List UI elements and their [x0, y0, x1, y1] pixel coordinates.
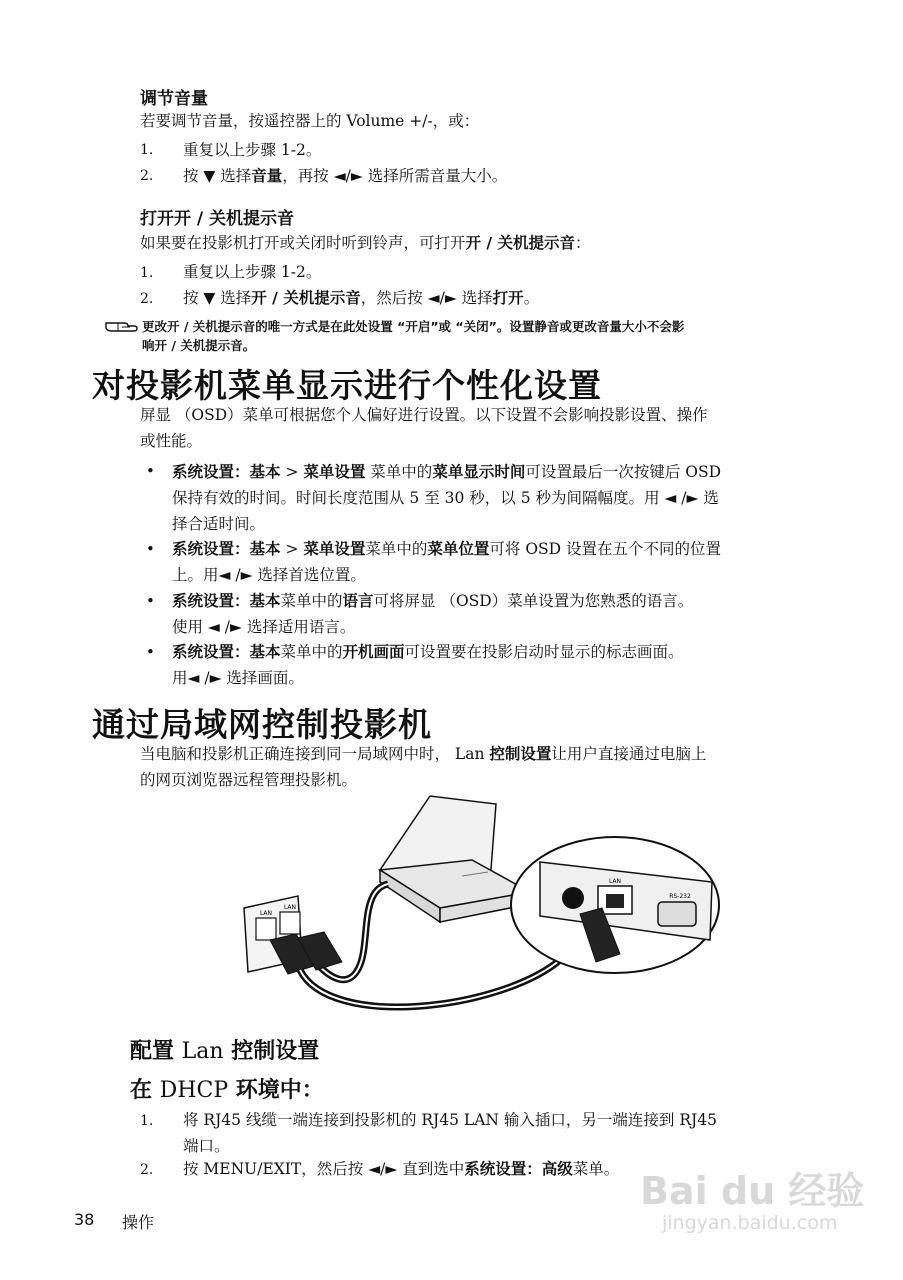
dhcp-heading: 在 DHCP 环境中： [130, 1078, 324, 1103]
pointing-hand-icon [104, 318, 138, 334]
lan-step-2: 按 MENU/EXIT，然后按 ◄/► 直到选中系统设置：高级菜单。 [183, 1160, 620, 1178]
lan-connection-illustration [240, 790, 720, 1020]
baidu-watermark-logo: Bai du 经验 [640, 1169, 865, 1213]
beep-intro: 如果要在投影机打开或关闭时听到铃声，可打开开 / 关机提示音： [140, 234, 591, 252]
footer-label: 操作 [122, 1213, 155, 1232]
lan-section-title: 通过局域网控制投影机 [92, 705, 432, 744]
osd-bullet-3: 系统设置：基本菜单中的语言可将屏显 （OSD）菜单设置为您熟悉的语言。 使用 ◄ /► 选择适用语言。 [172, 592, 694, 636]
bullet: • [146, 540, 155, 558]
laptop-illustration [380, 796, 530, 922]
note-text: 更改开 / 关机提示音的唯一方式是在此处设置 “开启”或 “关闭”。设置静音或更改音量大小不会影 响开 / 关机提示音。 [142, 319, 685, 353]
volume-step-1: 重复以上步骤 1-2。 [183, 141, 322, 159]
step-number: 1. [140, 142, 154, 158]
wall-lan-label-1: LAN [259, 910, 273, 917]
rj45-plug-left [270, 932, 342, 974]
volume-step-2: 按 ▼ 选择音量，再按 ◄/► 选择所需音量大小。 [183, 167, 508, 185]
baidu-watermark-url: jingyan.baidu.com [662, 1212, 838, 1234]
osd-bullet-2: 系统设置：基本 > 菜单设置菜单中的菜单位置可将 OSD 设置在五个不同的位置 上。用◄ /► 选择首选位置。 [172, 540, 722, 584]
step-number: 1. [140, 1113, 154, 1129]
osd-section-title: 对投影机菜单显示进行个性化设置 [92, 366, 602, 405]
rs232-label: RS-232 [669, 893, 691, 900]
lan-config-heading: 配置 Lan 控制设置 [130, 1039, 320, 1064]
projector-rear-panel-zoom [511, 837, 719, 973]
bullet: • [146, 643, 155, 661]
bullet: • [146, 592, 155, 610]
volume-intro: 若要调节音量，按遥控器上的 Volume +/-，或： [140, 112, 480, 130]
step-number: 1. [140, 265, 154, 281]
osd-intro: 屏显 （OSD）菜单可根据您个人偏好进行设置。以下设置不会影响投影设置、操作 或性能。 [140, 406, 708, 450]
projector-lan-label: LAN [608, 878, 622, 885]
step-number: 2. [140, 1162, 154, 1178]
wall-lan-label-2: LAN [283, 904, 297, 911]
lan-intro: 当电脑和投影机正确连接到同一局域网中时， Lan 控制设置让用户直接通过电脑上 的网页浏览器远程管理投影机。 [140, 745, 707, 789]
page-number: 38 [74, 1210, 95, 1229]
lan-step-1: 将 RJ45 线缆一端连接到投影机的 RJ45 LAN 输入插口，另一端连接到 RJ45 端口。 [183, 1111, 717, 1155]
osd-bullet-1: 系统设置：基本 > 菜单设置 菜单中的菜单显示时间可设置最后一次按键后 OSD 保持有效的时间。时间长度范围从 5 至 30 秒，以 5 秒为间隔幅度。用 ◄ /► 选 择合适时间。 [172, 463, 722, 533]
step-number: 2. [140, 291, 154, 307]
step-number: 2. [140, 168, 154, 184]
beep-heading: 打开开 / 关机提示音 [140, 209, 295, 229]
osd-bullet-4: 系统设置：基本菜单中的开机画面可设置要在投影启动时显示的标志画面。 用◄ /► 选择画面。 [172, 643, 684, 687]
volume-heading: 调节音量 [140, 89, 208, 109]
beep-step-2: 按 ▼ 选择开 / 关机提示音，然后按 ◄/► 选择打开。 [183, 289, 540, 307]
bullet: • [146, 462, 155, 480]
beep-step-1: 重复以上步骤 1-2。 [183, 263, 322, 281]
